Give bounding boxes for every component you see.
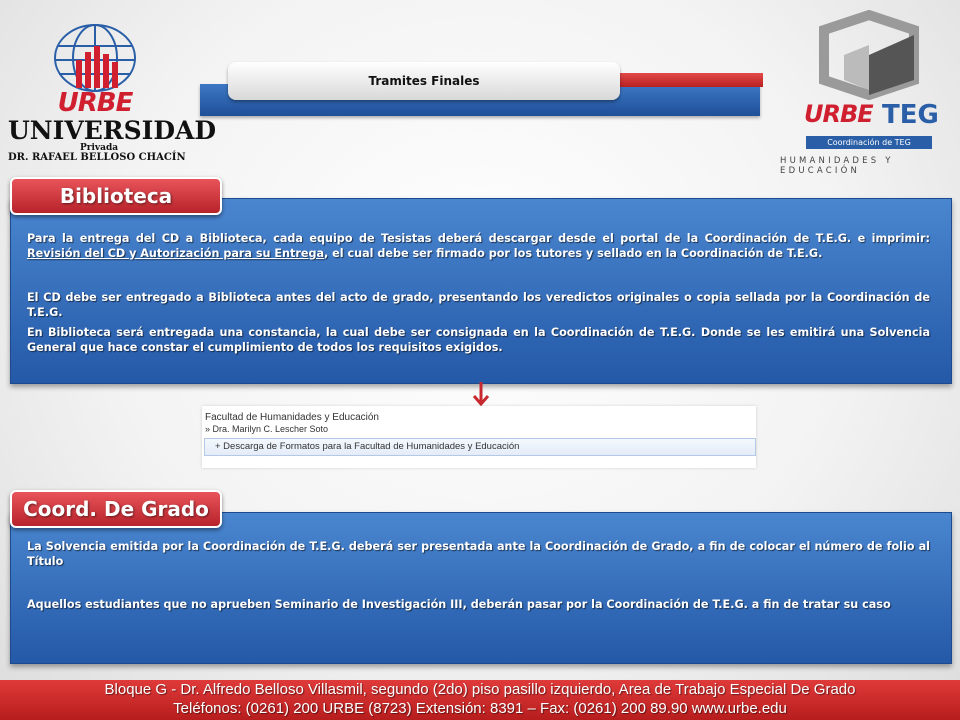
paragraph-text: , el cual debe ser firmado por los tutores y sellado en la Coordinación de T.E.G. <box>324 247 823 260</box>
title-accent <box>616 73 763 87</box>
faculty-name: HUMANIDADES Y EDUCACIÓN <box>780 156 894 176</box>
arrow-down-icon <box>472 382 490 408</box>
footer-contact: Teléfonos: (0261) 200 URBE (8723) Extensión: 8391 – Fax: (0261) 200 89.90 www.urbe.edu <box>173 700 787 717</box>
teg-logo <box>770 8 960 176</box>
coord-grado-paragraph-2: Aquellos estudiantes que no aprueben Seminario de Investigación III, deberán pasar por la Coordinación de T.E.G. a fin de tratar su caso <box>27 598 891 611</box>
coord-grado-label: Coord. De Grado <box>10 490 222 528</box>
urbe-wordmark: URBE <box>804 100 873 128</box>
faculty-link[interactable]: Facultad de Humanidades y Educación <box>205 412 379 423</box>
cube-icon <box>814 10 924 100</box>
universidad-logo <box>6 10 217 163</box>
footer <box>0 680 960 720</box>
biblioteca-label: Biblioteca <box>10 177 222 215</box>
teg-subtitle: Coordinación de TEG <box>806 136 932 149</box>
paragraph-text: Para la entrega del CD a Biblioteca, cada equipo de Tesistas deberá descargar desde el portal de la Coordinación de T.E.G. e imprimir: <box>27 232 930 245</box>
university-type: Privada <box>80 143 119 153</box>
document-name: Revisión del CD y Autorización para su Entrega <box>27 247 325 260</box>
download-formats-label: + Descarga de Formatos para la Facultad de Humanidades y Educación <box>215 441 520 452</box>
teg-wordmark: TEG <box>882 100 939 130</box>
globe-icon <box>50 18 140 92</box>
page-title: Tramites Finales <box>228 62 620 100</box>
coord-grado-panel <box>10 512 952 664</box>
university-founder: DR. RAFAEL BELLOSO CHACÍN <box>8 152 186 163</box>
coordinator-link[interactable]: » Dra. Marilyn C. Lescher Soto <box>205 424 329 434</box>
biblioteca-panel <box>10 198 952 384</box>
urbe-wordmark: URBE <box>57 88 133 118</box>
biblioteca-paragraph-3: En Biblioteca será entregada una constancia, la cual debe ser consignada en la Coordinación de T.E.G. Donde se les emitirá una Solvencia General que hace constar el cumplimiento de todos los requisitos exigidos. <box>27 326 930 354</box>
download-formats-link[interactable] <box>204 438 756 456</box>
biblioteca-paragraph-1 <box>27 231 930 261</box>
footer-address: Bloque G - Dr. Alfredo Belloso Villasmil, segundo (2do) piso pasillo izquierdo, Area de Trabajo Especial De Grado <box>104 681 856 698</box>
biblioteca-paragraph-2: El CD debe ser entregado a Biblioteca antes del acto de grado, presentando los veredictos originales o copia sellada por la Coordinación de T.E.G. <box>27 291 930 319</box>
portal-screenshot <box>202 406 756 468</box>
coord-grado-paragraph-1: La Solvencia emitida por la Coordinación de T.E.G. deberá ser presentada ante la Coordinación de Grado, a fin de colocar el número de folio al Título <box>27 540 930 568</box>
university-name: UNIVERSIDAD <box>8 116 217 145</box>
